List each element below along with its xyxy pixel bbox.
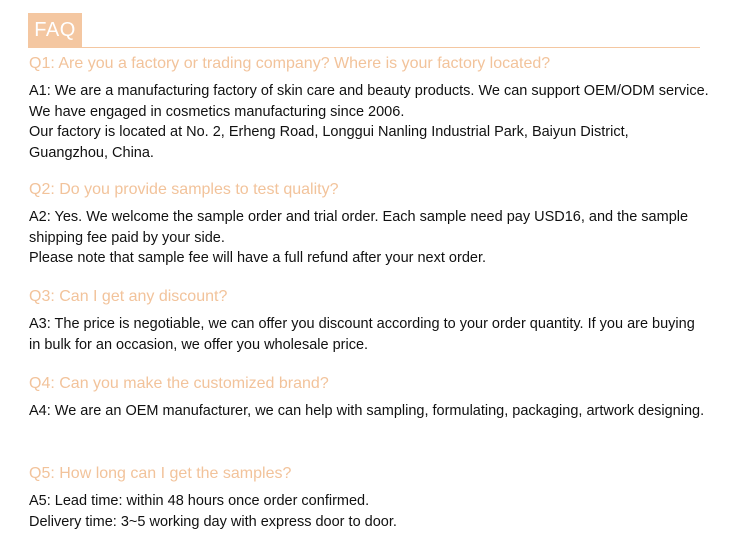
faq-answer-line: A3: The price is negotiable, we can offer you discount according to your order quantity. If you are buying in bulk for an occasion, we offer you wholesale price.: [29, 316, 695, 353]
faq-question: Q3: Can I get any discount?: [29, 288, 228, 305]
faq-question: Q1: Are you a factory or trading company? Where is your factory located?: [29, 55, 551, 72]
faq-question: Q5: How long can I get the samples?: [29, 465, 292, 482]
faq-answer: [29, 207, 709, 269]
faq-answer-line: Please note that sample fee will have a full refund after your next order.: [29, 250, 487, 266]
faq-answer-line: Delivery time: 3~5 working day with express door to door.: [29, 513, 397, 530]
faq-answer: [29, 314, 709, 355]
faq-item-1: [29, 54, 709, 163]
faq-item-4: [29, 374, 709, 422]
faq-item-2: [29, 180, 709, 269]
faq-answer: [29, 81, 709, 163]
faq-answer-line: A4: We are an OEM manufacturer, we can help with sampling, formulating, packaging, artwork designing.: [29, 403, 705, 419]
faq-item-5: [29, 464, 709, 532]
faq-answer-line: Our factory is located at No. 2, Erheng Road, Longgui Nanling Industrial Park, Baiyun District, Guangzhou, China.: [29, 124, 629, 161]
faq-title-badge: FAQ: [28, 13, 82, 47]
faq-answer-line: A5: Lead time: within 48 hours once order confirmed.: [29, 493, 370, 509]
header-divider: [28, 47, 700, 48]
faq-answer-line: A2: Yes. We welcome the sample order and trial order. Each sample need pay USD16, and the sample shipping fee paid by your side.: [29, 209, 689, 246]
faq-header: [28, 13, 700, 49]
faq-answer: [29, 491, 709, 532]
faq-answer: [29, 401, 709, 422]
faq-question: Q2: Do you provide samples to test quality?: [29, 181, 339, 198]
faq-item-3: [29, 287, 709, 355]
faq-question: Q4: Can you make the customized brand?: [29, 375, 329, 392]
faq-answer-line: A1: We are a manufacturing factory of skin care and beauty products. We can support OEM/ODM service. We have engaged in cosmetics manufacturing since 2006.: [29, 83, 709, 120]
